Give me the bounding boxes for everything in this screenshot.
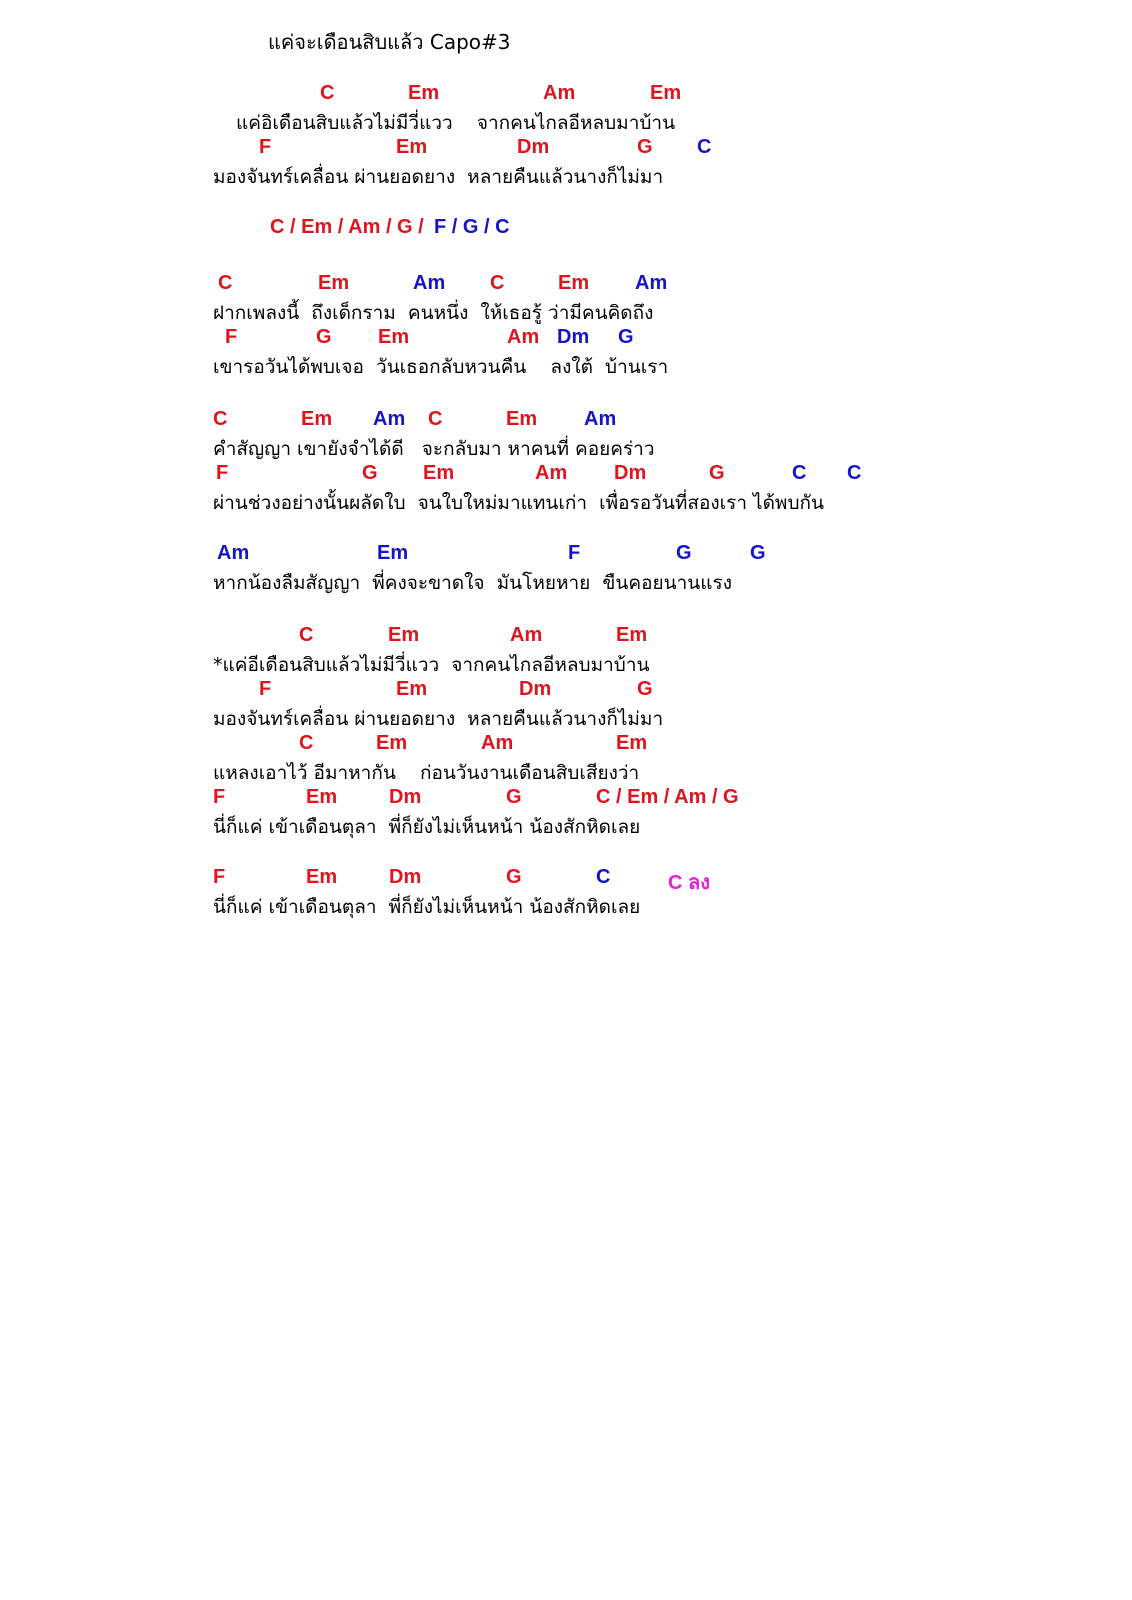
- chord-4-5: Em: [558, 272, 590, 294]
- chord-4-6: Am: [635, 272, 668, 294]
- lyric-line-11: แหลงเอาไว้ อีมาหากัน ก่อนวันงานเดือนสิบเสียงว่า: [213, 762, 640, 784]
- chord-3-1: C / Em / Am / G /: [270, 216, 424, 238]
- chord-7-3: Em: [423, 462, 455, 484]
- chord-6-4: C: [428, 408, 443, 430]
- lyric-line-1: แค่อิเดือนสิบแล้วไม่มีวี่แวว จากคนไกลอีหลบมาบ้าน: [236, 112, 676, 134]
- chord-9-4: Em: [616, 624, 648, 646]
- chord-5-1: F: [225, 326, 238, 348]
- chord-2-2: Em: [396, 136, 428, 158]
- chord-10-3: Dm: [519, 678, 552, 700]
- lyric-line-9: *แค่อีเดือนสิบแล้วไม่มีวี่แวว จากคนไกลอีหลบมาบ้าน: [213, 654, 650, 676]
- chord-1-2: Em: [408, 82, 440, 104]
- chord-11-2: Em: [376, 732, 408, 754]
- chord-13-3: Dm: [389, 866, 422, 888]
- chord-11-4: Em: [616, 732, 648, 754]
- chord-7-1: F: [216, 462, 229, 484]
- lyric-line-5: เขารอวันได้พบเจอ วันเธอกลับหวนคืน ลงใต้ บ้านเรา: [213, 356, 669, 378]
- chord-6-5: Em: [506, 408, 538, 430]
- chord-5-5: Dm: [557, 326, 590, 348]
- lyric-line-4: ฝากเพลงนี้ ถึงเด็กราม คนหนึ่ง ให้เธอรู้ ว่ามีคนคิดถึง: [213, 302, 654, 324]
- chord-7-7: C: [792, 462, 807, 484]
- lyric-line-6: คำสัญญา เขายังจำได้ดี จะกลับมา หาคนที่ คอยคร่าว: [213, 438, 655, 460]
- chord-6-6: Am: [584, 408, 617, 430]
- lyric-line-12: นี่ก็แค่ เข้าเดือนตุลา พี่ก็ยังไม่เห็นหน้า น้องสักหิดเลย: [213, 816, 641, 838]
- chord-10-1: F: [259, 678, 272, 700]
- chord-10-2: Em: [396, 678, 428, 700]
- chord-7-5: Dm: [614, 462, 647, 484]
- chord-5-2: G: [316, 326, 332, 348]
- chord-8-4: G: [676, 542, 692, 564]
- lyric-line-8: หากน้องลืมสัญญา พี่คงจะขาดใจ มันโหยหาย ขืนคอยนานแรง: [213, 572, 732, 594]
- chord-9-1: C: [299, 624, 314, 646]
- chord-13-4: G: [506, 866, 522, 888]
- chord-4-1: C: [218, 272, 233, 294]
- chord-1-3: Am: [543, 82, 576, 104]
- chord-6-2: Em: [301, 408, 333, 430]
- chord-5-4: Am: [507, 326, 540, 348]
- chord-11-1: C: [299, 732, 314, 754]
- chord-9-3: Am: [510, 624, 543, 646]
- chord-8-3: F: [568, 542, 581, 564]
- chord-1-4: Em: [650, 82, 682, 104]
- chord-5-6: G: [618, 326, 634, 348]
- chord-13-2: Em: [306, 866, 338, 888]
- lyric-line-10: มองจันทร์เคลื่อน ผ่านยอดยาง หลายคืนแล้วนางก็ไม่มา: [213, 708, 664, 730]
- chord-1-1: C: [320, 82, 335, 104]
- chord-7-6: G: [709, 462, 725, 484]
- chord-6-1: C: [213, 408, 228, 430]
- chord-9-2: Em: [388, 624, 420, 646]
- chord-7-8: C: [847, 462, 862, 484]
- chord-12-5: C / Em / Am / G: [596, 786, 739, 808]
- chord-10-4: G: [637, 678, 653, 700]
- chord-13-1: F: [213, 866, 226, 888]
- chord-2-1: F: [259, 136, 272, 158]
- chord-3-2: F / G / C: [434, 216, 510, 238]
- song-title: แค่จะเดือนสิบแล้ว Capo#3: [268, 30, 511, 54]
- chord-2-3: Dm: [517, 136, 550, 158]
- chord-12-1: F: [213, 786, 226, 808]
- chord-12-4: G: [506, 786, 522, 808]
- chord-13-5: C: [596, 866, 611, 888]
- chord-8-1: Am: [217, 542, 250, 564]
- chord-8-2: Em: [377, 542, 409, 564]
- chord-4-3: Am: [413, 272, 446, 294]
- chord-4-4: C: [490, 272, 505, 294]
- chord-2-4: G: [637, 136, 653, 158]
- chord-11-3: Am: [481, 732, 514, 754]
- chord-12-3: Dm: [389, 786, 422, 808]
- chord-8-5: G: [750, 542, 766, 564]
- chord-13-6: C ลง: [668, 872, 711, 894]
- chord-7-4: Am: [535, 462, 568, 484]
- chord-12-2: Em: [306, 786, 338, 808]
- chord-4-2: Em: [318, 272, 350, 294]
- lyric-line-7: ผ่านช่วงอย่างนั้นผลัดใบ จนใบใหม่มาแทนเก่า เพื่อรอวันที่สองเรา ได้พบกัน: [213, 492, 825, 514]
- lyric-line-2: มองจันทร์เคลื่อน ผ่านยอดยาง หลายคืนแล้วนางก็ไม่มา: [213, 166, 664, 188]
- chord-2-5: C: [697, 136, 712, 158]
- lyric-line-13: นี่ก็แค่ เข้าเดือนตุลา พี่ก็ยังไม่เห็นหน้า น้องสักหิดเลย: [213, 896, 641, 918]
- chord-6-3: Am: [373, 408, 406, 430]
- chord-5-3: Em: [378, 326, 410, 348]
- chord-7-2: G: [362, 462, 378, 484]
